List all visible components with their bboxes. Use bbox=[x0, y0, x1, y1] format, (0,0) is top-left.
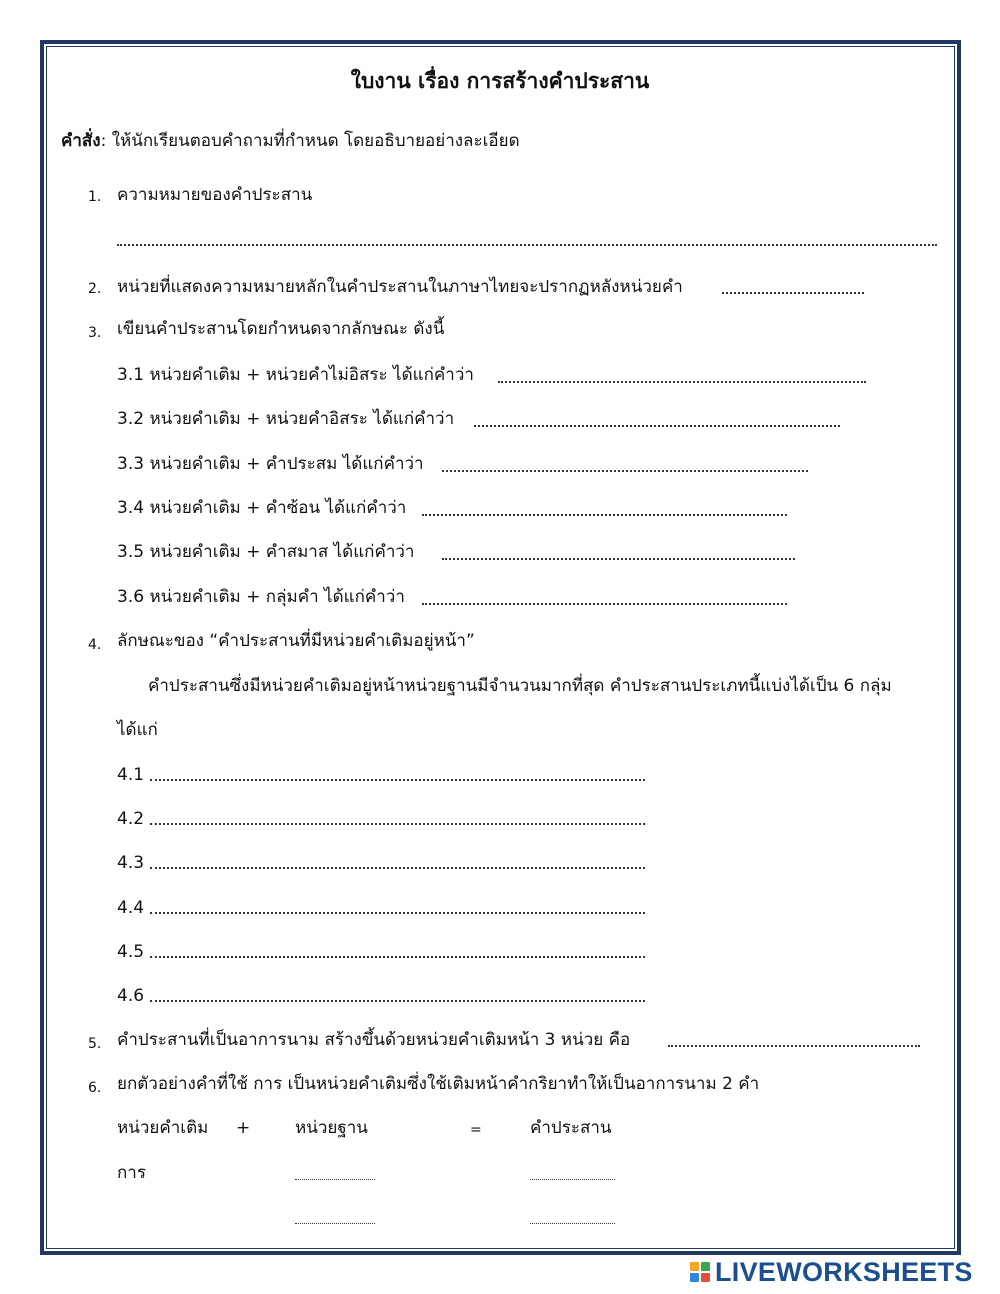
q4-paragraph-line1: คำประสานซึ่งมีหน่วยคำเติมอยู่หน้าหน่วยฐานมีจำนวนมากที่สุด คำประสานประเภทนี้แบ่งได้เป็น 6 กลุ่ม bbox=[148, 676, 892, 696]
q4-item-2: 4.2 bbox=[117, 809, 145, 829]
q4-item-6: 4.6 bbox=[117, 986, 145, 1006]
q4-paragraph-line2: ได้แก่ bbox=[117, 720, 158, 740]
q6-base-line-1[interactable] bbox=[295, 1179, 375, 1180]
q3-answer-line-6[interactable] bbox=[422, 603, 787, 605]
q4-text: ลักษณะของ “คำประสานที่มีหน่วยคำเติมอยู่หน้า” bbox=[117, 631, 475, 651]
q2-number: 2. bbox=[88, 281, 102, 297]
q4-answer-line-3[interactable] bbox=[150, 867, 645, 869]
q1-number: 1. bbox=[88, 189, 102, 205]
q6-base-line-2[interactable] bbox=[295, 1223, 375, 1224]
q6-header-result: คำประสาน bbox=[530, 1118, 612, 1138]
q3-answer-line-1[interactable] bbox=[498, 381, 866, 383]
q6-number: 6. bbox=[88, 1080, 102, 1096]
q1-text: ความหมายของคำประสาน bbox=[117, 185, 313, 205]
liveworksheets-logo bbox=[690, 1257, 973, 1287]
liveworksheets-logo-icon bbox=[690, 1262, 710, 1282]
q3-answer-line-3[interactable] bbox=[442, 470, 808, 472]
instruction bbox=[61, 130, 520, 152]
q3-item-6: 3.6 หน่วยคำเติม + กลุ่มคำ ได้แก่คำว่า bbox=[117, 587, 405, 607]
q3-item-5: 3.5 หน่วยคำเติม + คำสมาส ได้แก่คำว่า bbox=[117, 542, 415, 562]
q6-header-base: หน่วยฐาน bbox=[295, 1118, 368, 1138]
q3-text: เขียนคำประสานโดยกำหนดจากลักษณะ ดังนี้ bbox=[117, 319, 445, 339]
q3-number: 3. bbox=[88, 325, 102, 341]
q3-answer-line-5[interactable] bbox=[442, 558, 795, 560]
q4-answer-line-2[interactable] bbox=[150, 823, 645, 825]
q2-answer-line[interactable] bbox=[722, 292, 864, 294]
q1-answer-line[interactable] bbox=[117, 244, 937, 246]
q4-item-4: 4.4 bbox=[117, 898, 145, 918]
q3-answer-line-2[interactable] bbox=[474, 425, 840, 427]
q4-number: 4. bbox=[88, 637, 102, 653]
q6-header-equals: = bbox=[470, 1122, 482, 1138]
q2-text: หน่วยที่แสดงความหมายหลักในคำประสานในภาษาไทยจะปรากฏหลังหน่วยคำ bbox=[117, 277, 683, 297]
q3-answer-line-4[interactable] bbox=[422, 514, 787, 516]
q3-item-4: 3.4 หน่วยคำเติม + คำซ้อน ได้แก่คำว่า bbox=[117, 498, 407, 518]
q4-item-5: 4.5 bbox=[117, 942, 145, 962]
instruction-text: ให้นักเรียนตอบคำถามที่กำหนด โดยอธิบายอย่างละเอียด bbox=[106, 131, 520, 151]
q4-item-3: 4.3 bbox=[117, 853, 145, 873]
q4-answer-line-6[interactable] bbox=[150, 1000, 645, 1002]
liveworksheets-brand: LIVEWORKSHEETS bbox=[715, 1256, 973, 1287]
q6-row-prefix: การ bbox=[117, 1163, 146, 1183]
q6-result-line-2[interactable] bbox=[530, 1223, 615, 1224]
q6-header-plus: + bbox=[236, 1118, 251, 1138]
q5-number: 5. bbox=[88, 1036, 102, 1052]
q6-text: ยกตัวอย่างคำที่ใช้ การ เป็นหน่วยคำเติมซึ่งใช้เติมหน้าคำกริยาทำให้เป็นอาการนาม 2 คำ bbox=[117, 1074, 760, 1094]
q6-result-line-1[interactable] bbox=[530, 1179, 615, 1180]
q3-item-3: 3.3 หน่วยคำเติม + คำประสม ได้แก่คำว่า bbox=[117, 454, 424, 474]
worksheet-title: ใบงาน เรื่อง การสร้างคำประสาน bbox=[350, 69, 650, 93]
q4-item-1: 4.1 bbox=[117, 765, 145, 785]
instruction-label: คำสั่ง bbox=[61, 131, 101, 151]
q5-text: คำประสานที่เป็นอาการนาม สร้างขึ้นด้วยหน่วยคำเติมหน้า 3 หน่วย คือ bbox=[117, 1030, 631, 1050]
q4-answer-line-4[interactable] bbox=[150, 912, 645, 914]
q5-answer-line[interactable] bbox=[668, 1045, 920, 1047]
q4-answer-line-1[interactable] bbox=[150, 779, 645, 781]
q3-item-2: 3.2 หน่วยคำเติม + หน่วยคำอิสระ ได้แก่คำว่า bbox=[117, 409, 455, 429]
q4-answer-line-5[interactable] bbox=[150, 956, 645, 958]
instruction-colon: : bbox=[100, 131, 107, 151]
q6-header-prefix: หน่วยคำเติม bbox=[117, 1118, 209, 1138]
q3-item-1: 3.1 หน่วยคำเติม + หน่วยคำไม่อิสระ ได้แก่คำว่า bbox=[117, 365, 474, 385]
